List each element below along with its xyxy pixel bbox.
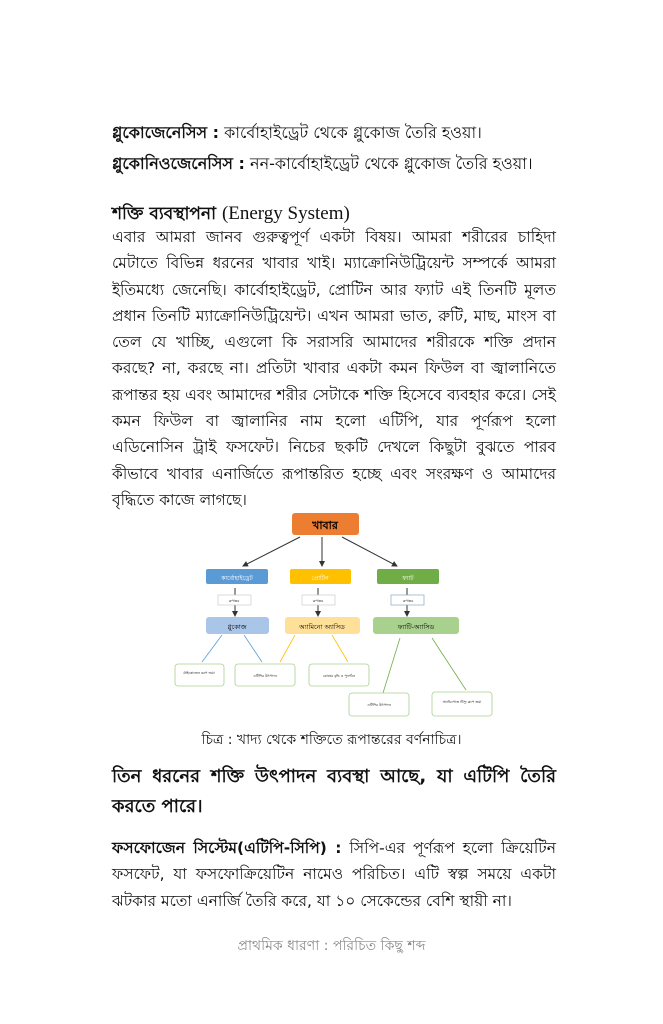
convert-label: রূপান্তর — [228, 599, 240, 603]
heading-en: (Energy System) — [221, 203, 350, 224]
heading-bn: শক্তি ব্যবস্থাপনা — [112, 204, 217, 224]
node-amino: অ্যামিনো অ্যাসিড — [299, 623, 345, 631]
leaf-glycogen: গ্লাইকোজেন রূপে জমা — [183, 671, 215, 675]
energy-diagram — [170, 510, 500, 720]
node-food — [292, 513, 359, 535]
svg-text:খাবার: খাবার — [312, 519, 338, 532]
figure-caption: চিত্র : খাদ্য থেকে শক্তিতে রূপান্তরের বর্ণনাচিত্র। — [201, 732, 462, 748]
phosphagen-paragraph — [112, 835, 556, 914]
node-fatty: ফ্যাটি-অ্যাসিড — [397, 623, 435, 631]
term: গ্লুকোনিওজেনেসিস : — [112, 154, 245, 173]
leaf-adipose: অ্যাডিপোজ টিস্যু রূপে জমা — [442, 700, 482, 704]
term: গ্লুকোজেনেসিস : — [112, 123, 220, 142]
leaf-atp: এটিপির উৎপাদন — [253, 674, 277, 678]
leaf-atp: এটিপির উৎপাদন — [367, 703, 391, 707]
term: ফসফোজেন সিস্টেম(এটিপি-সিপি) : — [112, 839, 342, 857]
node-fat: ফ্যাট — [402, 575, 414, 582]
leaf-cell-growth: কোষের বৃদ্ধি ও পুনর্গঠন — [322, 674, 356, 678]
definition-gluconeogenesis — [112, 151, 533, 178]
node-glucose: গ্লুকোজ — [227, 623, 247, 631]
body-paragraph: এবার আমরা জানব গুরুত্বপূর্ণ একটা বিষয়। আমরা শরীরের চাহিদা মেটাতে বিভিন্ন ধরনের খাবার খাই। ম্যাক্রোনিউট্রিয়েন্ট সম্পর্কে আমরা ইতিমধ্যে জেনেছি। কার্বোহাইড্রেট, প্রোটিন আর ফ্যাট এই তিনটি মূলত প্রধান তিনটি ম্যাক্রোনিউট্রিয়েন্ট। এখন আমরা ভাত, রুটি, মাছ, মাংস বা তেল যে খাচ্ছি, এগুলো কি সরাসরি আমাদের শরীরকে শক্তি প্রদান করছে? না, করছে না। প্রতিটা খাবার একটা কমন ফিউল বা জ্বালানিতে রূপান্তর হয় এবং আমাদের শরীর সেটাকে শক্তি হিসেবে ব্যবহার করে। সেই কমন ফিউল বা জ্বালানির নাম হলো এটিপি, যার পূর্ণরূপ হলো এডিনোসিন ট্রাই ফসফেট। নিচের ছকটি দেখলে কিছুটা বুঝতে পারব কীভাবে খাবার এনার্জিতে রূপান্তরিত হচ্ছে এবং সংরক্ষণ ও আমাদের বৃদ্ধিতে কাজে লাগছে। — [112, 228, 556, 509]
convert-label: রূপান্তর — [402, 599, 414, 603]
definition-text: নন-কার্বোহাইড্রেট থেকে গ্লুকোজ তৈরি হওয়া। — [244, 154, 533, 173]
subheading: তিন ধরনের শক্তি উৎপাদন ব্যবস্থা আছে, যা এটিপি তৈরি করতে পারে। — [112, 766, 556, 817]
node-carb: কার্বোহাইড্রেট — [221, 575, 253, 582]
definition-glucogenesis — [112, 120, 482, 147]
paragraph-text: সিপি-এর পূর্ণরূপ হলো ক্রিয়েটিন ফসফেট, যা ফসফোক্রিয়েটিন নামেও পরিচিত। এটি স্বল্প সময়ে একটা ঝটকার মতো এনার্জি তৈরি করে, যা ১০ সেকেন্ডের বেশি স্থায়ী না। — [112, 839, 556, 910]
node-protein: প্রোটিন — [311, 575, 329, 582]
page-footer: প্রাথমিক ধারণা : পরিচিত কিছু শব্দ — [237, 938, 426, 954]
convert-label: রূপান্তর — [312, 599, 324, 603]
definition-text: কার্বোহাইড্রেট থেকে গ্লুকোজ তৈরি হওয়া। — [219, 123, 482, 142]
